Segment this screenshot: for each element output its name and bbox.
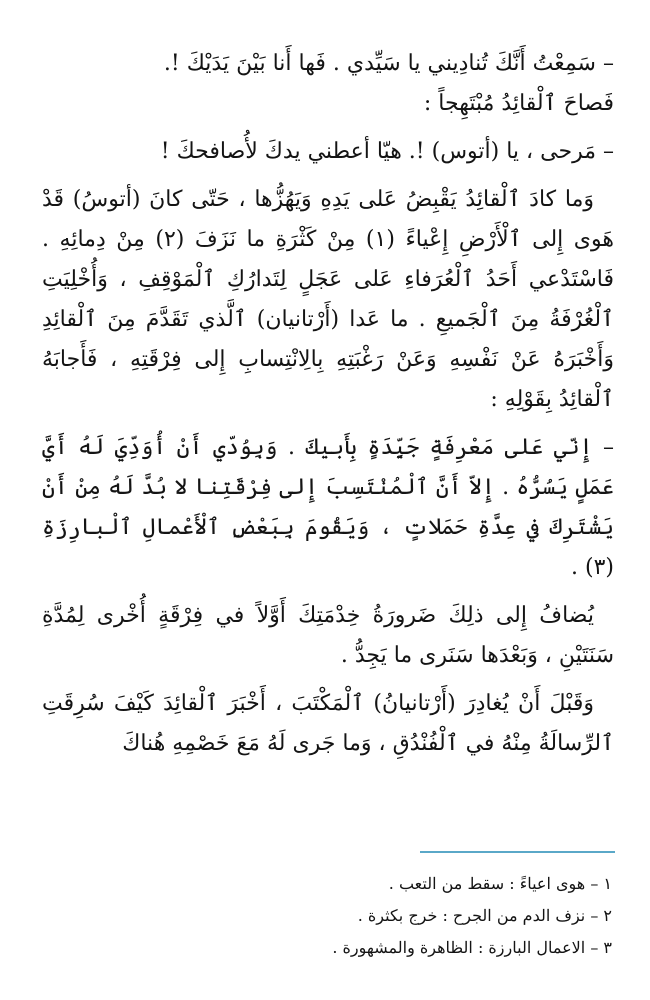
- footnote-2: ٢ – نزف الدم من الجرح : خرج بكثرة .: [357, 906, 612, 925]
- footnote-divider: [420, 851, 615, 853]
- paragraph-4: وَما كادَ ٱلْقائِدُ يَقْبِضُ عَلى يَدِهِ وَيَهُزُّها ، حَتّى كانَ (أتوسُ) قَدْ هَوى إِلى ٱلْأَرْضِ إِعْياءً (١) مِنْ كَثْرَةِ ما نَزَفَ (٢) مِنْ دِمائِهِ . فَاسْتَدْعي أَحَدُ ٱلْعُرَفاءِ عَلى عَجَلٍ لِتَدارُكِ ٱلْمَوْقِفِ ، وَأُخْلِيَتِ ٱلْغُرْفَةُ مِنَ ٱلْجَميعِ . ما عَدا (أَرْتانيان) ٱلَّذي تَقَدَّمَ مِنَ ٱلْقائِدِ وَأَخْبَرَهُ عَنْ نَفْسِهِ وَعَنْ رَغْبَتِهِ بِالِانْتِسابِ إِلى فِرْقَتِهِ ، فَأَجابَهُ ٱلْقائِدُ بِقَوْلِهِ :: [42, 187, 614, 412]
- paragraph-1: – سَمِعْتُ أَنَّكَ تُنادِيني يا سَيِّدي . فَها أَنا بَيْنَ يَدَيْكَ !.: [163, 51, 614, 76]
- paragraph-2: فَصاحَ ٱلْقائِدُ مُبْتَهِجاً :: [423, 91, 614, 116]
- paragraph-5: – إِنّي عَلى مَعْرِفَةٍ جَيِّدَةٍ بِأَبيكَ . وَبِوُدّي أَنْ أُوَدِّيَ لَهُ أَيَّ عَمَلٍ يَسُرُّهُ . إِلاّ أَنَّ ٱلْمُنْتَسِبَ إِلى فِرْقَتِنا لا بُدَّ لَهُ مِنْ أَنْ يَشْتَرِكَ في عِدَّةِ حَمَلاتٍ ، وَيَقُومَ بِبَعْضِ ٱلْأَعْمالِ ٱلْبارِزَةِ (٣) .: [42, 435, 614, 580]
- footnote-1: ١ – هوى اعياءً : سقط من التعب .: [388, 874, 612, 893]
- story-text: [42, 44, 614, 764]
- paragraph-7: وَقَبْلَ أَنْ يُغادِرَ (أَرْتانيانُ) ٱلْمَكْتَبَ ، أَخْبَرَ ٱلْقائِدَ كَيْفَ سُرِقَتِ ٱلرِّسالَةُ مِنْهُ في ٱلْفُنْدُقِ ، وَما جَرى لَهُ مَعَ خَصْمِهِ هُناكَ: [42, 691, 614, 756]
- paragraph-6: يُضافُ إِلى ذلِكَ ضَرورَةُ خِدْمَتِكَ أَوَّلاً في فِرْقَةٍ أُخْرى لِمُدَّةِ سَنَتَيْنِ ، وَبَعْدَها سَنَرى ما يَجِدُّ .: [42, 603, 614, 668]
- footnotes: [192, 868, 612, 964]
- footnote-3: ٣ – الاعمال البارزة : الظاهرة والمشهورة .: [332, 938, 612, 957]
- paragraph-3: – مَرحى ، يا (أتوس) !. هيّا أعطني يدكَ لأُصافحكَ !: [160, 139, 614, 164]
